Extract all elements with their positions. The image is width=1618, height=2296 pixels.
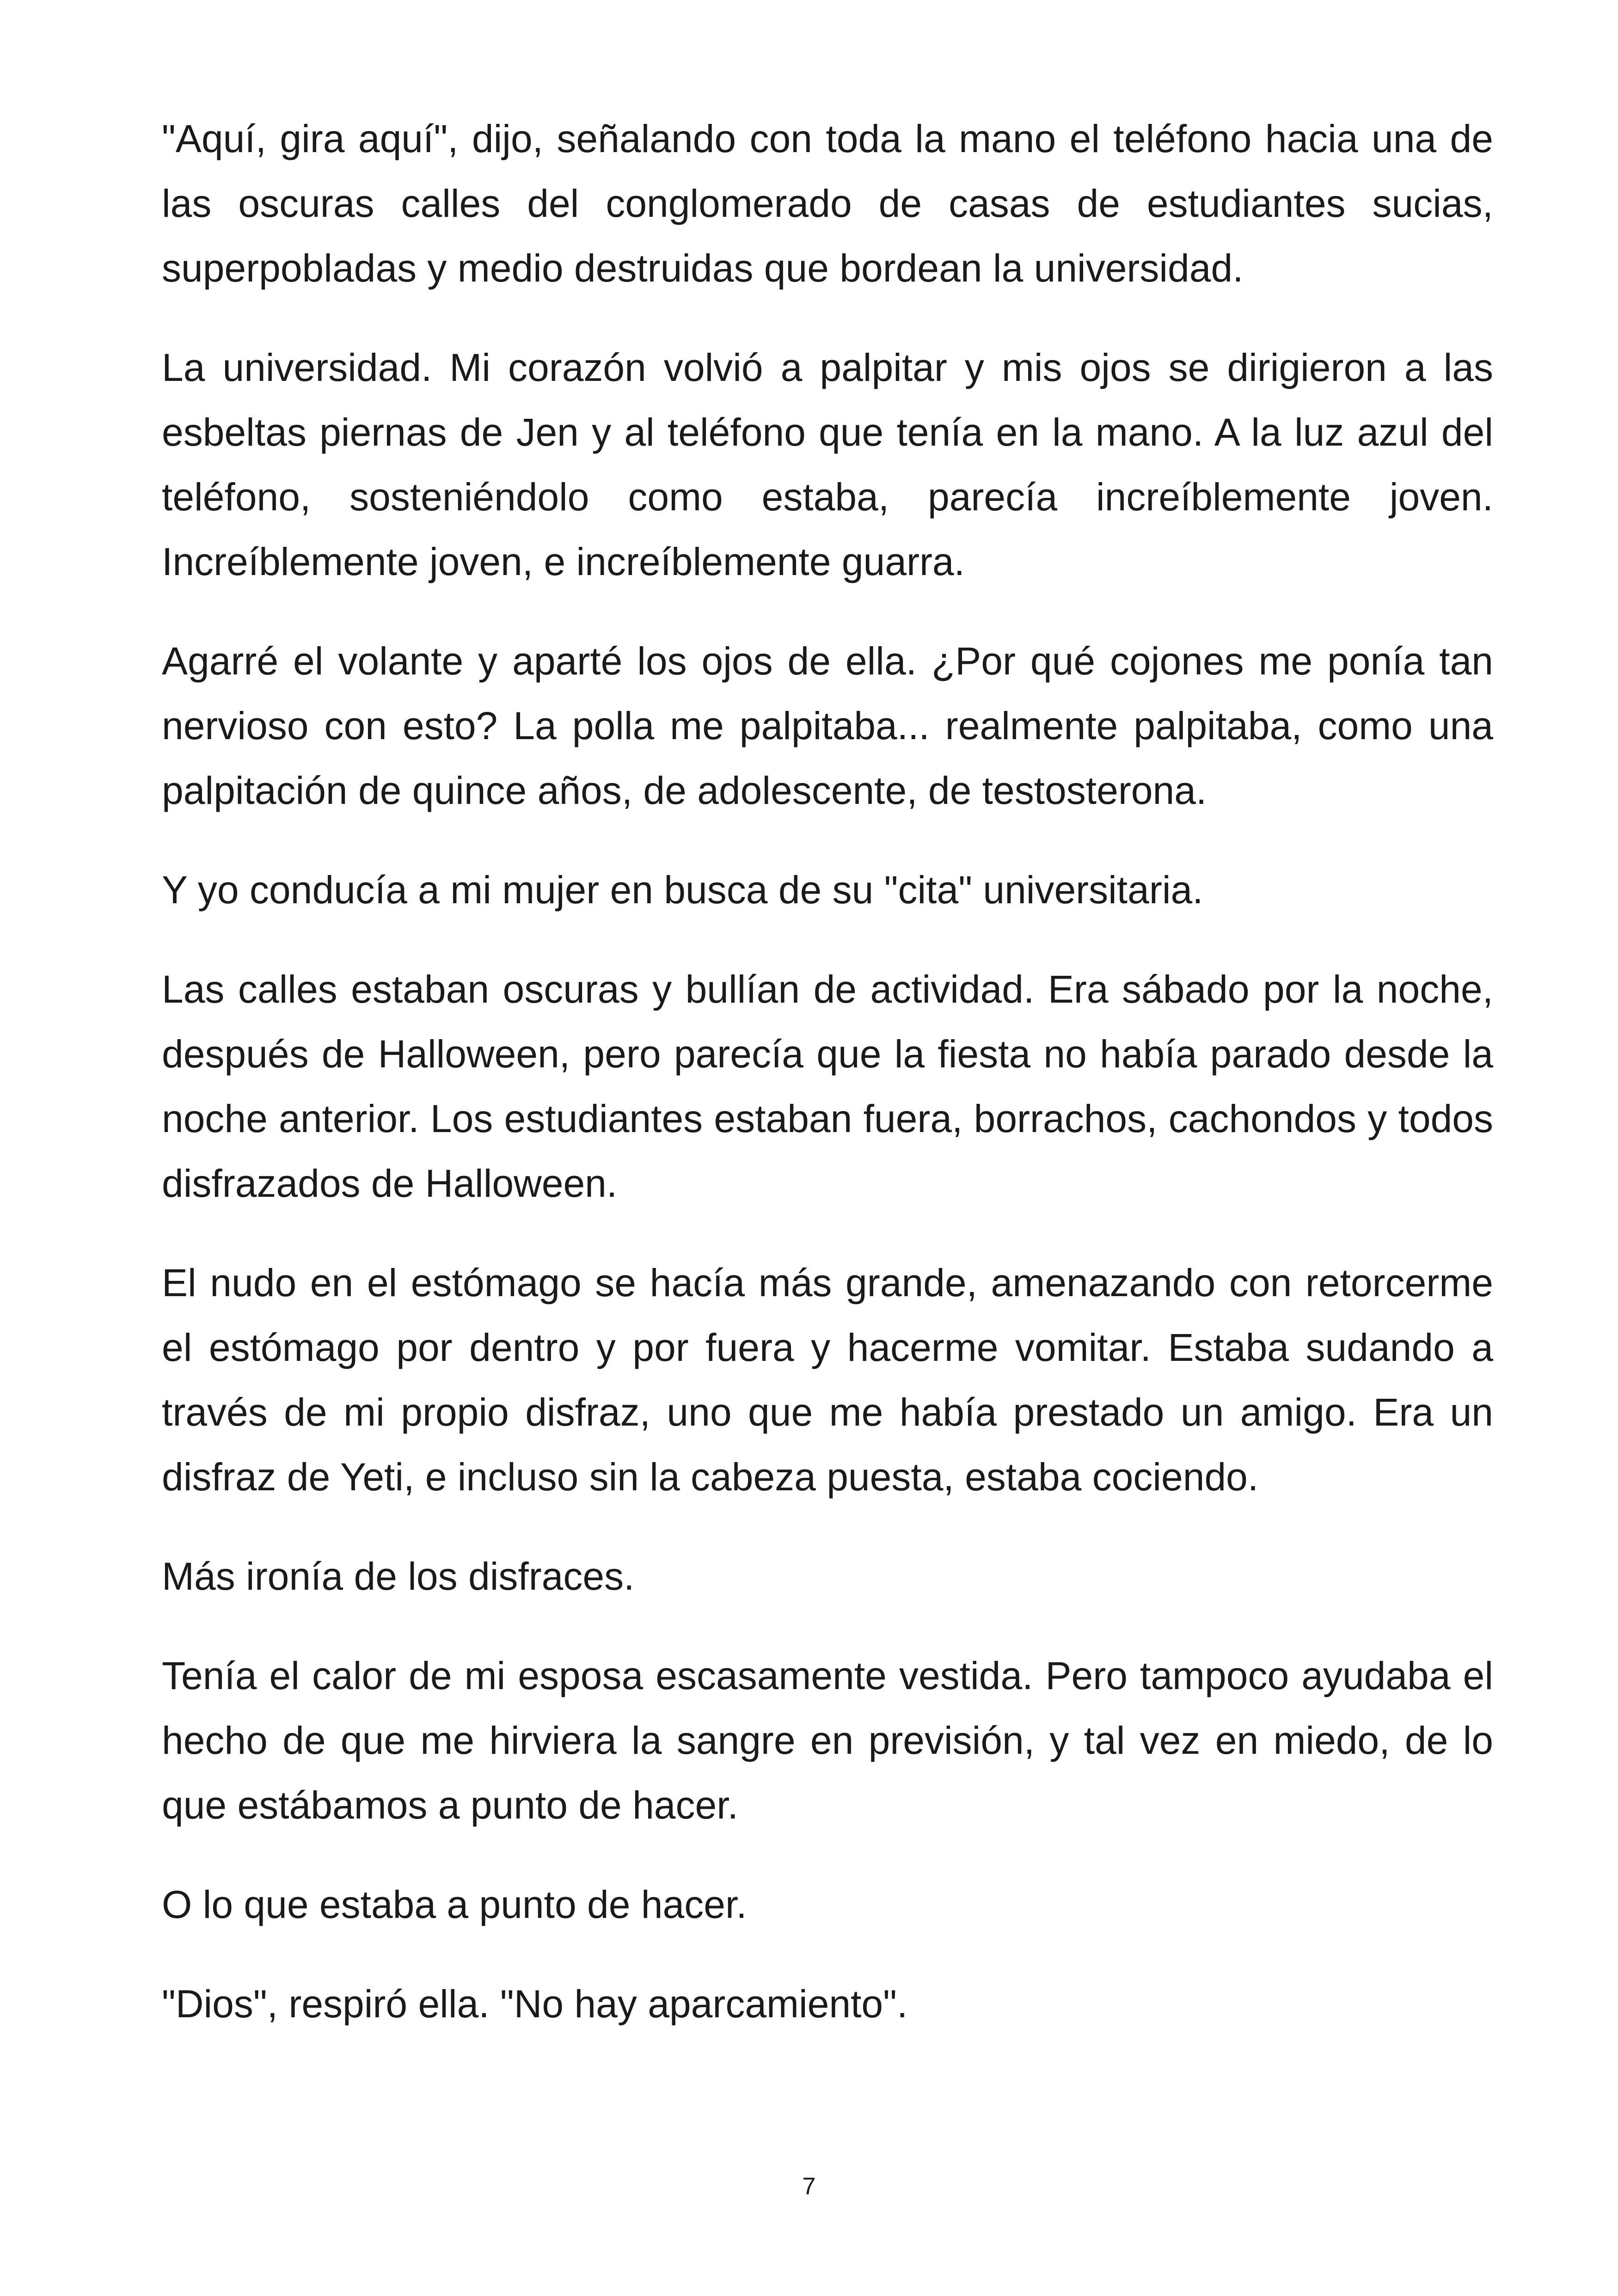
paragraph: Tenía el calor de mi esposa escasamente vestida. Pero tampoco ayudaba el hecho de que me hirviera la sangre en previsión, y tal vez en miedo, de lo que estábamos a punto de hacer. — [162, 1654, 1493, 1827]
page-number: 7 — [802, 2173, 816, 2200]
paragraph: La universidad. Mi corazón volvió a palpitar y mis ojos se dirigieron a las esbeltas piernas de Jen y al teléfono que tenía en la mano. A la luz azul del teléfono, sosteniéndolo como estaba, parecía increíblemente joven. Increíblemente joven, e increíblemente guarra. — [162, 346, 1493, 583]
body-text — [162, 106, 1493, 2071]
paragraph: "Dios", respiró ella. "No hay aparcamiento". — [162, 1982, 908, 2026]
paragraph: "Aquí, gira aquí", dijo, señalando con toda la mano el teléfono hacia una de las oscuras calles del conglomerado de casas de estudiantes sucias, superpobladas y medio destruidas que bordean la universidad. — [162, 117, 1493, 290]
paragraph: El nudo en el estómago se hacía más grande, amenazando con retorcerme el estómago por dentro y por fuera y hacerme vomitar. Estaba sudando a través de mi propio disfraz, uno que me había prestado un amigo. Era un disfraz de Yeti, e incluso sin la cabeza puesta, estaba cociendo. — [162, 1261, 1493, 1499]
paragraph: O lo que estaba a punto de hacer. — [162, 1883, 747, 1926]
paragraph: Más ironía de los disfraces. — [162, 1555, 635, 1598]
paragraph: Y yo conducía a mi mujer en busca de su "cita" universitaria. — [162, 868, 1203, 912]
paragraph: Agarré el volante y aparté los ojos de ella. ¿Por qué cojones me ponía tan nervioso con esto? La polla me palpitaba... realmente palpitaba, como una palpitación de quince años, de adolescente, de testosterona. — [162, 639, 1493, 812]
paragraph: Las calles estaban oscuras y bullían de actividad. Era sábado por la noche, después de Halloween, pero parecía que la fiesta no había parado desde la noche anterior. Los estudiantes estaban fuera, borrachos, cachondos y todos disfrazados de Halloween. — [162, 967, 1493, 1205]
